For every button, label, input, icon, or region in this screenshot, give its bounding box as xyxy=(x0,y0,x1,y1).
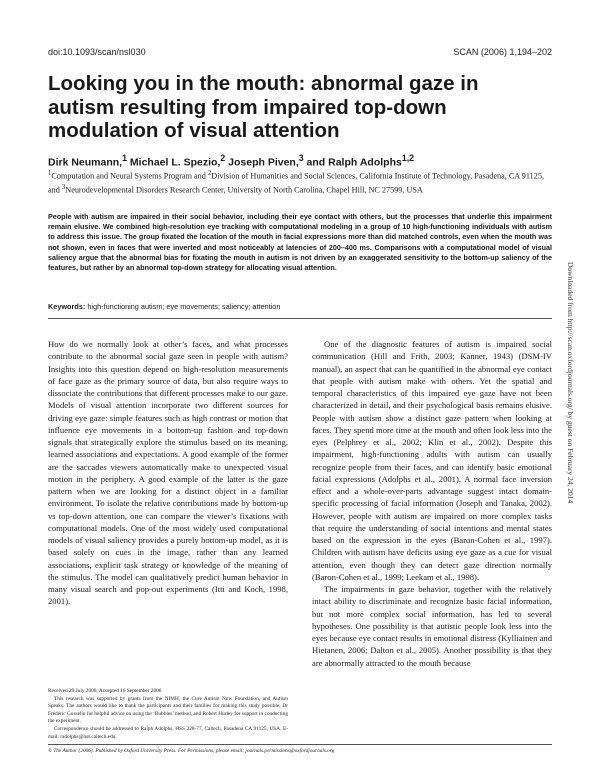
author-name: Michael L. Spezio, xyxy=(129,156,221,169)
section-divider xyxy=(48,318,552,319)
affiliations xyxy=(48,168,548,196)
footnote xyxy=(48,688,288,741)
footer-divider xyxy=(48,744,552,745)
affiliation-mark: 2 xyxy=(207,170,212,177)
author-list xyxy=(48,153,414,169)
download-watermark xyxy=(566,262,600,592)
affiliation-text: Neurodevelopmental Disorders Research Center, University of North Carolina, Chapel Hill, NC 27599, USA xyxy=(65,185,423,195)
funding-acknowledgment: This research was supported by grants from the NIMH, the Cure Autism Now Foundation, and Autism Speaks. The authors would like to thank the participants and their families for making this study possible, Dr Frédéric Gosselin for helpful advice on using the ‘Bubbles’ method, and Robert Hurley for support in conducting the experiment. xyxy=(48,695,288,725)
body-paragraph: One of the diagnostic features of autism is impaired social communication (Hill and Frith, 2003; Kanner, 1943) (DSM-IV manual), an aspect that can be quantified in the abnormal eye contact that people with autism make with others. Yet the spatial and temporal characteristics of this impaired eye gaze have not been characterized in detail, and their psychological basis remains elusive. People with autism show a distinct gaze pattern when looking at faces. They spend more time at the mouth and often look less into the eyes (Pelphrey et al., 2002; Klin et al., 2002). Despite this impairment, high-functioning adults with autism can usually recognize people from their faces, and can identify basic emotional facial expressions (Adolphs et al., 2001). A normal face inversion effect and a whole-over-parts advantage suggest intact domain-specific processing of facial information (Joseph and Tanaka, 2002). However, people with autism are impaired on more complex tasks that require the understanding of social intentions and mental states based on the expression in the eyes (Baron-Cohen et al., 1997). Children with autism have deficits using eye gaze as a cue for visual attention, even though they can detect gaze direction normally (Baron-Cohen et al., 1999; Leekam et al., 1998). xyxy=(312,339,552,582)
article-title: Looking you in the mouth: abnormal gaze in autism resulting from impaired top-down modulation of visual attention xyxy=(48,72,479,142)
author-name: and Ralph Adolphs xyxy=(306,156,402,169)
affiliation-text: Division of Humanities and Social Sciences, California Institute of Technology, Pasadena, CA 91125, and xyxy=(48,171,544,195)
keywords-label: Keywords: xyxy=(48,302,86,311)
author-affiliation-mark: 1 xyxy=(122,153,127,163)
keywords xyxy=(48,302,280,311)
received-dates: Received 29 July 2006; Accepted 16 September 2006 xyxy=(48,688,162,694)
body-column-right xyxy=(312,338,552,669)
download-watermark-text: Downloaded from http://scan.oxfordjournals.org/ by guest on February 24, 2014 xyxy=(566,262,575,504)
author-name: Joseph Piven, xyxy=(228,156,299,169)
author-name: Dirk Neumann, xyxy=(48,156,123,169)
affiliation-mark: 3 xyxy=(61,184,66,192)
body-paragraph: How do we normally look at other’s faces, and what processes contribute to the abnormal social gaze seen in people with autism? Insights into this question depend on high-resolution measurements of face gaze as the primary source of data, but also require ways to dissociate the contributions that different processes make to our gaze. Models of visual attention incorporate two different sources for driving eye gaze: simple features such as high contrast or motion that influence eye movements in a bottom-up fashion and top-down signals that strategically explore the stimulus based on its meaning, learned associations and expectations. A good example of the former are the saccades viewers automatically make to unexpected visual motion in the periphery. A good example of the latter is the gaze pattern when we are looking for a distinct object in a familiar environment. To isolate the relative contributions made by bottom-up vs top-down attention, one can compare the viewer’s fixations with computational models. One of the most widely used computational models of visual saliency provides a purely bottom-up model, as it is based solely on cues in the image, rather than any learned associations, explicit task strategy or knowledge of the meaning of the stimulus. The model can qualitatively predict human behavior in many visual search and pop-out experiments (Itti and Koch, 1998, 2001). xyxy=(48,339,288,607)
journal-citation: SCAN (2006) 1,194–202 xyxy=(453,47,552,57)
body-column-left xyxy=(48,338,288,608)
keywords-text: high-functioning autism; eye movements; saliency; attention xyxy=(85,302,281,311)
body-paragraph: The impairments in gaze behavior, together with the relatively intact ability to discriminate and recognize basic facial information, but not more complex social information, has led to several hypotheses. One possibility is that autistic people look less into the eyes because eye contact results in emotional distress (Kylliainen and Hietanen, 2006; Dalton et al., 2005). Another possibility is that they are abnormally attracted to the mouth because xyxy=(312,584,552,668)
author-affiliation-mark: 1,2 xyxy=(401,153,414,163)
author-affiliation-mark: 3 xyxy=(298,153,304,163)
doi: doi:10.1093/scan/nsl030 xyxy=(48,47,146,57)
affiliation-mark: 1 xyxy=(48,170,52,177)
correspondence: Correspondence should be addressed to Ralph Adolphs, HSS 228-77, Caltech, Pasadena CA 91125, USA. E-mail: radolphs@hss.caltech.edu. xyxy=(48,725,288,740)
affiliation-text: Computation and Neural Systems Program and xyxy=(51,171,208,181)
copyright-notice: © The Author (2006). Published by Oxford University Press. For Permissions, please email: journals.permissions@oxfordjournals.org xyxy=(48,748,335,754)
author-affiliation-mark: 2 xyxy=(220,153,226,163)
abstract: People with autism are impaired in their social behavior, including their eye contact with others, but the processes that underlie this impairment remain elusive. We combined high-resolution eye tracking with computational modeling in a group of 10 high-functioning individuals with autism to address this issue. The group fixated the location of the mouth in facial expressions more than did matched controls, even when the mouth was not shown, even in faces that were inverted and most noticeably at latencies of 200–400 ms. Comparisons with a computational model of visual saliency argue that the abnormal bias for fixating the mouth in autism is not driven by an exaggerated sensitivity to the bottom-up saliency of the features, but rather by an abnormal top-down strategy for allocating visual attention. xyxy=(48,212,552,273)
